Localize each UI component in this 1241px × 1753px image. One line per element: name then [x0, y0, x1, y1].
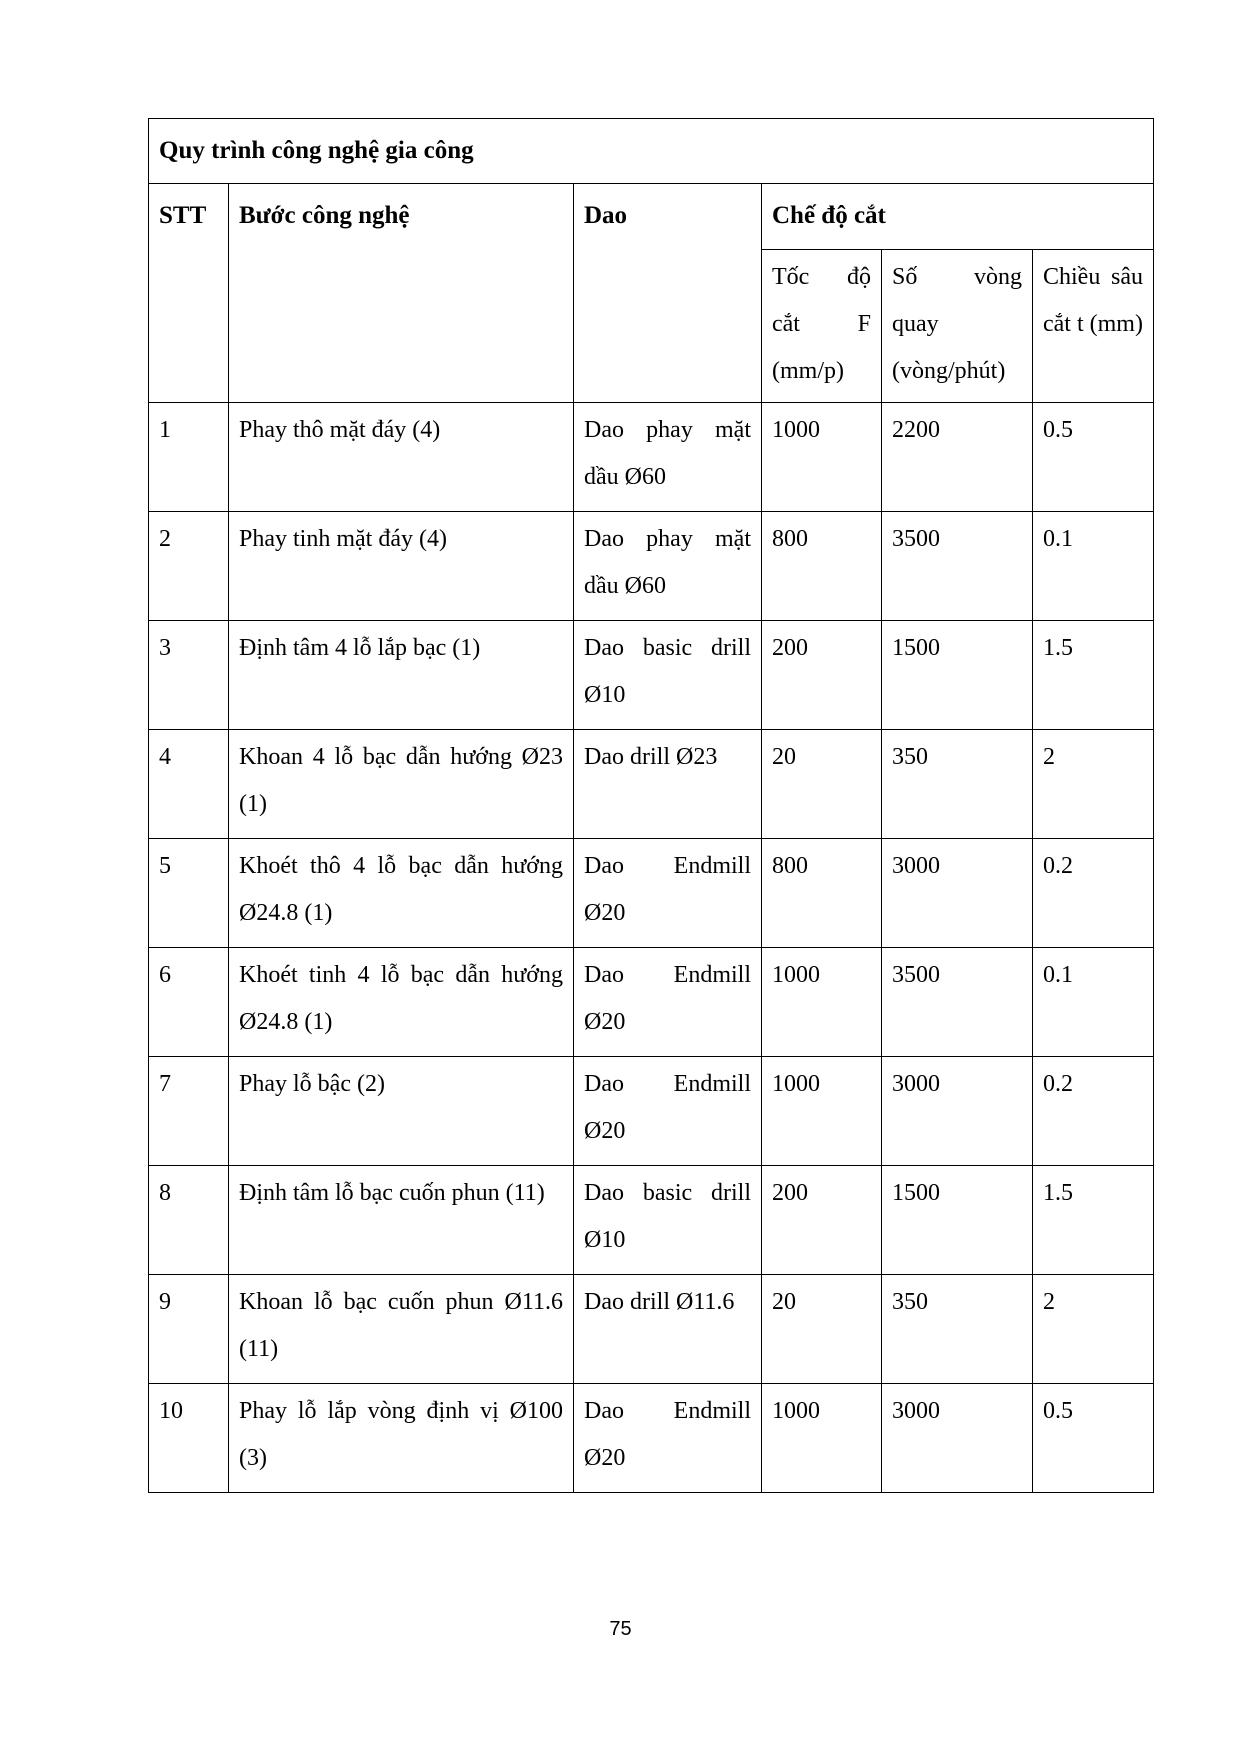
table-row — [149, 730, 1154, 839]
cell-depth: 0.1 — [1033, 512, 1154, 621]
header-row — [149, 184, 1154, 250]
cell-tool: Dao drill Ø23 — [574, 730, 762, 839]
cell-step: Phay lỗ bậc (2) — [229, 1057, 574, 1166]
table-row — [149, 1057, 1154, 1166]
cell-feed: 1000 — [762, 403, 882, 512]
cell-tool: Dao Endmill Ø20 — [574, 1384, 762, 1493]
cell-step: Khoét tinh 4 lỗ bạc dẫn hướng Ø24.8 (1) — [229, 948, 574, 1057]
table-row — [149, 403, 1154, 512]
cell-tool: Dao phay mặt dầu Ø60 — [574, 512, 762, 621]
header-depth: Chiều sâu cắt t (mm) — [1033, 250, 1154, 403]
cell-speed: 2200 — [882, 403, 1033, 512]
cell-stt: 7 — [149, 1057, 229, 1166]
cell-speed: 3000 — [882, 839, 1033, 948]
cell-stt: 5 — [149, 839, 229, 948]
cell-speed: 3000 — [882, 1057, 1033, 1166]
cell-step: Phay tinh mặt đáy (4) — [229, 512, 574, 621]
header-feed: Tốc độ cắt F (mm/p) — [762, 250, 882, 403]
cell-depth: 1.5 — [1033, 621, 1154, 730]
table-row — [149, 621, 1154, 730]
table-row — [149, 1275, 1154, 1384]
cell-stt: 4 — [149, 730, 229, 839]
table-row — [149, 1166, 1154, 1275]
cell-feed: 1000 — [762, 1384, 882, 1493]
cell-stt: 1 — [149, 403, 229, 512]
cell-tool: Dao basic drill Ø10 — [574, 621, 762, 730]
header-step: Bước công nghệ — [229, 184, 574, 403]
cell-stt: 8 — [149, 1166, 229, 1275]
table-row — [149, 948, 1154, 1057]
header-speed: Số vòng quay (vòng/phút) — [882, 250, 1033, 403]
table-row — [149, 1384, 1154, 1493]
cell-tool: Dao basic drill Ø10 — [574, 1166, 762, 1275]
cell-feed: 1000 — [762, 1057, 882, 1166]
cell-depth: 0.1 — [1033, 948, 1154, 1057]
cell-feed: 200 — [762, 621, 882, 730]
cell-speed: 1500 — [882, 1166, 1033, 1275]
cell-feed: 200 — [762, 1166, 882, 1275]
cell-depth: 0.5 — [1033, 1384, 1154, 1493]
cell-tool: Dao Endmill Ø20 — [574, 948, 762, 1057]
cell-feed: 800 — [762, 839, 882, 948]
cell-stt: 2 — [149, 512, 229, 621]
cell-depth: 0.5 — [1033, 403, 1154, 512]
cell-speed: 350 — [882, 1275, 1033, 1384]
cell-step: Khoan lỗ bạc cuốn phun Ø11.6 (11) — [229, 1275, 574, 1384]
header-cutting-mode: Chế độ cắt — [762, 184, 1154, 250]
cell-tool: Dao drill Ø11.6 — [574, 1275, 762, 1384]
table-title: Quy trình công nghệ gia công — [149, 119, 1154, 184]
cell-step: Phay lỗ lắp vòng định vị Ø100 (3) — [229, 1384, 574, 1493]
cell-stt: 10 — [149, 1384, 229, 1493]
cell-stt: 6 — [149, 948, 229, 1057]
cell-depth: 2 — [1033, 1275, 1154, 1384]
cell-step: Khoét thô 4 lỗ bạc dẫn hướng Ø24.8 (1) — [229, 839, 574, 948]
header-stt: STT — [149, 184, 229, 403]
cell-speed: 350 — [882, 730, 1033, 839]
cell-speed: 3500 — [882, 948, 1033, 1057]
cell-tool: Dao Endmill Ø20 — [574, 839, 762, 948]
cell-speed: 3000 — [882, 1384, 1033, 1493]
table-row — [149, 512, 1154, 621]
cell-tool: Dao phay mặt dầu Ø60 — [574, 403, 762, 512]
page-number: 75 — [609, 1618, 632, 1640]
cell-feed: 20 — [762, 1275, 882, 1384]
cell-feed: 20 — [762, 730, 882, 839]
process-table — [148, 118, 1154, 1493]
cell-tool: Dao Endmill Ø20 — [574, 1057, 762, 1166]
title-row — [149, 119, 1154, 184]
cell-step: Định tâm 4 lỗ lắp bạc (1) — [229, 621, 574, 730]
cell-step: Phay thô mặt đáy (4) — [229, 403, 574, 512]
cell-depth: 0.2 — [1033, 839, 1154, 948]
cell-feed: 1000 — [762, 948, 882, 1057]
cell-speed: 3500 — [882, 512, 1033, 621]
header-tool: Dao — [574, 184, 762, 403]
cell-step: Khoan 4 lỗ bạc dẫn hướng Ø23 (1) — [229, 730, 574, 839]
cell-step: Định tâm lỗ bạc cuốn phun (11) — [229, 1166, 574, 1275]
table-row — [149, 839, 1154, 948]
cell-depth: 1.5 — [1033, 1166, 1154, 1275]
cell-stt: 9 — [149, 1275, 229, 1384]
cell-stt: 3 — [149, 621, 229, 730]
cell-feed: 800 — [762, 512, 882, 621]
cell-depth: 0.2 — [1033, 1057, 1154, 1166]
cell-speed: 1500 — [882, 621, 1033, 730]
cell-depth: 2 — [1033, 730, 1154, 839]
